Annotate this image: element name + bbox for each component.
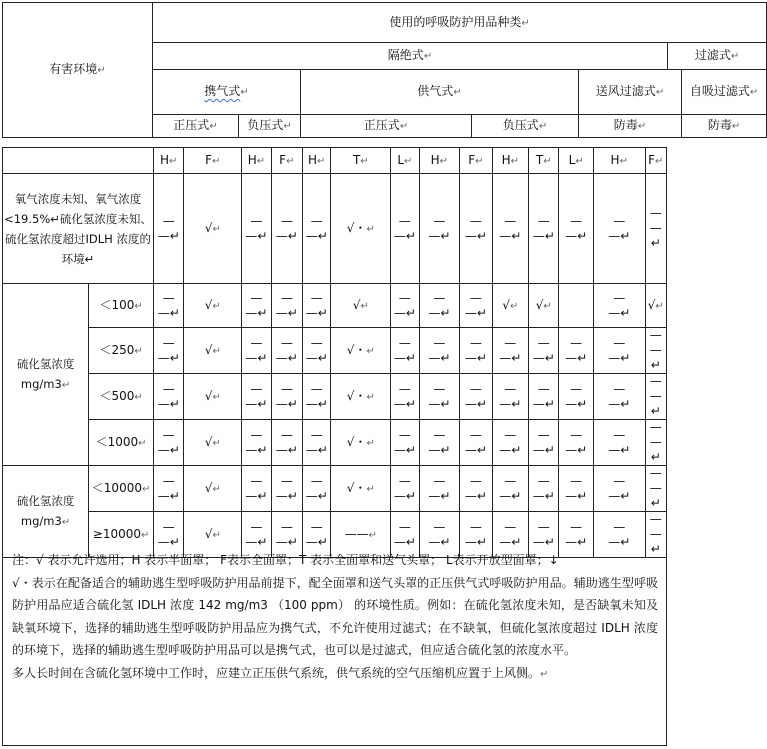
value-cell: — —↵ <box>419 284 460 328</box>
value-cell: — —↵ <box>559 328 593 374</box>
value-cell: — —↵ <box>391 374 419 420</box>
value-cell: — —↵ <box>559 174 593 284</box>
value-cell: — —↵ <box>559 512 593 558</box>
blank-header <box>3 148 154 174</box>
value-cell: — —↵ <box>154 284 184 328</box>
value-cell: — —↵ <box>645 328 666 374</box>
value-cell: — —↵ <box>559 374 593 420</box>
value-cell: √・↵ <box>331 420 391 466</box>
value-cell: √・↵ <box>331 328 391 374</box>
value-cell: √↵ <box>184 466 242 512</box>
value-cell: — —↵ <box>391 174 419 284</box>
value-cell: — —↵ <box>303 328 331 374</box>
value-cell: — —↵ <box>460 466 492 512</box>
group1-row <box>3 284 667 328</box>
value-cell: — —↵ <box>645 466 666 512</box>
value-cell: — —↵ <box>271 512 302 558</box>
range-cell: ＜1000↵ <box>89 420 154 466</box>
range-cell: ＜10000↵ <box>89 466 154 512</box>
value-cell: — —↵ <box>645 174 666 284</box>
value-cell: — —↵ <box>154 328 184 374</box>
value-cell: — —↵ <box>303 512 331 558</box>
value-cell: — —↵ <box>271 374 302 420</box>
value-cell: — —↵ <box>529 174 559 284</box>
value-cell: — —↵ <box>529 328 559 374</box>
value-cell: — —↵ <box>492 466 528 512</box>
value-cell: — —↵ <box>154 420 184 466</box>
value-cell: — —↵ <box>492 420 528 466</box>
column-header-f: F↵ <box>645 148 666 174</box>
value-cell: — —↵ <box>242 284 271 328</box>
value-cell: — —↵ <box>460 328 492 374</box>
column-header-row <box>3 148 667 174</box>
value-cell: — —↵ <box>303 420 331 466</box>
value-cell: — —↵ <box>492 174 528 284</box>
isolation-header: 隔绝式↵ <box>153 43 668 70</box>
value-cell: — —↵ <box>271 328 302 374</box>
value-cell: — —↵ <box>391 328 419 374</box>
value-cell: — —↵ <box>419 512 460 558</box>
column-header-h: H↵ <box>303 148 331 174</box>
value-cell: — —↵ <box>242 466 271 512</box>
range-cell: ＜250↵ <box>89 328 154 374</box>
data-table <box>2 147 667 558</box>
column-header-f: F↵ <box>460 148 492 174</box>
value-cell: √↵ <box>184 374 242 420</box>
portable-air-header: 携气式↵ <box>153 70 301 115</box>
notes-section <box>2 547 667 746</box>
main-title: 使用的呼吸防护用品种类 <box>389 14 522 29</box>
range-cell: ＜500↵ <box>89 374 154 420</box>
column-header-f: F↵ <box>184 148 242 174</box>
gas-protection-1: 防毒↵ <box>579 115 682 138</box>
pp-1: 正压式↵ <box>153 115 239 138</box>
value-cell: — —↵ <box>154 374 184 420</box>
value-cell: — —↵ <box>559 466 593 512</box>
value-cell: — —↵ <box>593 174 645 284</box>
value-cell: — —↵ <box>242 420 271 466</box>
np-2: 负压式↵ <box>472 115 579 138</box>
value-cell: — —↵ <box>271 174 302 284</box>
group2-row <box>3 466 667 512</box>
value-cell: √・↵ <box>331 174 391 284</box>
gas-protection-2: 防毒↵ <box>682 115 767 138</box>
value-cell: — —↵ <box>391 466 419 512</box>
value-cell: — —↵ <box>529 420 559 466</box>
value-cell: — —↵ <box>460 284 492 328</box>
supplied-air-header: 供气式↵ <box>301 70 579 115</box>
value-cell: — —↵ <box>529 512 559 558</box>
value-cell: — —↵ <box>303 374 331 420</box>
column-header-l: L↵ <box>391 148 419 174</box>
row-unknown-environment <box>3 174 667 284</box>
column-header-t: T↵ <box>529 148 559 174</box>
header-table <box>2 2 767 138</box>
value-cell: — —↵ <box>242 328 271 374</box>
group1-row <box>3 328 667 374</box>
column-header-f: F↵ <box>271 148 302 174</box>
value-cell: — —↵ <box>460 374 492 420</box>
column-header-h: H↵ <box>154 148 184 174</box>
value-cell: — —↵ <box>391 420 419 466</box>
value-cell: √↵ <box>184 512 242 558</box>
range-cell: ＜100↵ <box>89 284 154 328</box>
value-cell <box>559 284 593 328</box>
value-cell: — —↵ <box>419 374 460 420</box>
value-cell: — —↵ <box>271 284 302 328</box>
value-cell: √・↵ <box>331 466 391 512</box>
value-cell: — —↵ <box>419 466 460 512</box>
value-cell: √↵ <box>529 284 559 328</box>
value-cell: — —↵ <box>559 420 593 466</box>
value-cell: — —↵ <box>271 420 302 466</box>
value-cell: √↵ <box>492 284 528 328</box>
column-header-l: L↵ <box>559 148 593 174</box>
column-header-t: T↵ <box>331 148 391 174</box>
value-cell: — —↵ <box>242 374 271 420</box>
value-cell: — —↵ <box>460 174 492 284</box>
value-cell: √↵ <box>184 328 242 374</box>
value-cell: — —↵ <box>492 328 528 374</box>
unknown-env-label: 氧气浓度未知、氧气浓度 <19.5%↵硫化氢浓度未知、硫化氢浓度超过IDLH 浓度的环境↵ <box>3 174 154 284</box>
value-cell: — —↵ <box>154 466 184 512</box>
group1-row <box>3 374 667 420</box>
self-priming-filter-header: 自吸过滤式↵ <box>682 70 767 115</box>
column-header-h: H↵ <box>242 148 271 174</box>
main-title-cell: 使用的呼吸防护用品种类↵ <box>153 3 767 43</box>
filter-header: 过滤式↵ <box>668 43 767 70</box>
value-cell: — —↵ <box>645 512 666 558</box>
value-cell: — —↵ <box>593 420 645 466</box>
value-cell: — —↵ <box>492 512 528 558</box>
env-label: 有害环境 <box>49 62 98 76</box>
value-cell: — —↵ <box>593 328 645 374</box>
value-cell: — —↵ <box>391 512 419 558</box>
group2-label: 硫化氢浓度mg/m3↵ <box>3 466 89 558</box>
value-cell: √・↵ <box>331 374 391 420</box>
value-cell: — —↵ <box>419 328 460 374</box>
value-cell: — —↵ <box>391 284 419 328</box>
value-cell: — —↵ <box>242 174 271 284</box>
value-cell: — —↵ <box>460 420 492 466</box>
value-cell: — —↵ <box>154 512 184 558</box>
value-cell: — —↵ <box>645 374 666 420</box>
value-cell: — —↵ <box>303 174 331 284</box>
value-cell: — —↵ <box>303 466 331 512</box>
value-cell: — —↵ <box>529 374 559 420</box>
value-cell: — —↵ <box>529 466 559 512</box>
column-header-h: H↵ <box>419 148 460 174</box>
env-header-cell: 有害环境↵ <box>3 3 153 138</box>
value-cell: — —↵ <box>460 512 492 558</box>
value-cell: √↵ <box>184 284 242 328</box>
note-supply-system: 多人长时间在含硫化氢环境中工作时，应建立正压供气系统，供气系统的空气压缩机应置于上风侧。↵ <box>12 665 549 680</box>
value-cell: — —↵ <box>303 284 331 328</box>
value-cell: √↵ <box>645 284 666 328</box>
value-cell: — —↵ <box>593 374 645 420</box>
range-cell: ≥10000↵ <box>89 512 154 558</box>
value-cell: — —↵ <box>242 512 271 558</box>
value-cell: √↵ <box>331 284 391 328</box>
powered-filter-header: 送风过滤式↵ <box>579 70 682 115</box>
value-cell: — —↵ <box>593 284 645 328</box>
group1-row <box>3 420 667 466</box>
note-legend: 注：√ 表示允许选用；H 表示半面罩； F表示全面罩；T 表示全面罩和送气头罩； L表示开放型面罩；↓ <box>12 553 559 567</box>
value-cell: — —↵ <box>593 512 645 558</box>
value-cell: — —↵ <box>419 420 460 466</box>
column-header-h: H↵ <box>593 148 645 174</box>
value-cell: — —↵ <box>492 374 528 420</box>
value-cell: — —↵ <box>271 466 302 512</box>
group1-label: 硫化氢浓度mg/m3↵ <box>3 284 89 466</box>
value-cell: √↵ <box>184 174 242 284</box>
value-cell: ——↵ <box>331 512 391 558</box>
note-explanation: √・表示在配备适合的辅助逃生型呼吸防护用品前提下，配全面罩和送气头罩的正压供气式呼吸防护用品。辅助逃生型呼吸防护用品应适合硫化氢 IDLH 浓度 142 mg/m3 （100 ppm） 的环境性质。例如：在硫化氢浓度未知，是否缺氧未知及缺氧环境下，选择的辅助逃生型呼吸防护用品应为携气式，不允许使用过滤式；在不缺氧，但硫化氢浓度超过 IDLH 浓度的环境下，选择的辅助逃生型呼吸防护用品可以是携气式，也可以是过滤式，但应适合硫化氢的浓度水平。 <box>12 575 658 658</box>
value-cell: √↵ <box>184 420 242 466</box>
pp-2: 正压式↵ <box>301 115 472 138</box>
np-1: 负压式↵ <box>239 115 301 138</box>
value-cell: — —↵ <box>593 466 645 512</box>
column-header-h: H↵ <box>492 148 528 174</box>
value-cell: — —↵ <box>154 174 184 284</box>
value-cell: — —↵ <box>645 420 666 466</box>
value-cell: — —↵ <box>419 174 460 284</box>
